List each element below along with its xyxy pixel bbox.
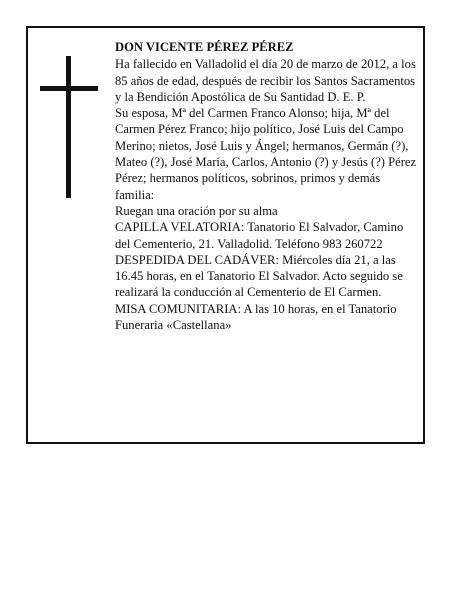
chapel-info: CAPILLA VELATORIA: Tanatorio El Salvador, Camino del Cementerio, 21. Valladolid. Teléfono 983 260722	[115, 220, 404, 251]
farewell-info: DESPEDIDA DEL CADÁVER: Miércoles día 21, a las 16.45 horas, en el Tanatorio El Salvador. Acto seguido se realizará la conducción al Cementerio de El Carmen.	[115, 252, 403, 300]
cross-horizontal-bar	[40, 86, 98, 91]
obituary-notice	[26, 26, 425, 444]
funeral-home: Funeraria «Castellana»	[115, 318, 232, 333]
prayer-request: Ruegan una oración por su alma	[115, 203, 278, 218]
mass-info: MISA COMUNITARIA: A las 10 horas, en el Tanatorio	[115, 301, 397, 316]
death-announcement: Ha fallecido en Valladolid el día 20 de marzo de 2012, a los 85 años de edad, después de recibir los Santos Sacramentos y la Bendición Apostólica de Su Santidad D. E. P.	[115, 57, 416, 104]
cross-vertical-bar	[66, 56, 71, 198]
deceased-name: DON VICENTE PÉREZ PÉREZ	[115, 40, 294, 54]
family-list: Su esposa, Mª del Carmen Franco Alonso; hija, Mª del Carmen Pérez Franco; hijo político, José Luis del Campo Merino; nietos, José Luis y Ángel; hermanos, Germán (?), Mateo (?), José María, Carlos, Antonio (?) y Jesús (?) Pérez Pérez; hermanos políticos, sobrinos, primos y demás familia:	[115, 106, 417, 202]
obituary-text	[115, 39, 421, 333]
cross-icon	[40, 56, 98, 198]
